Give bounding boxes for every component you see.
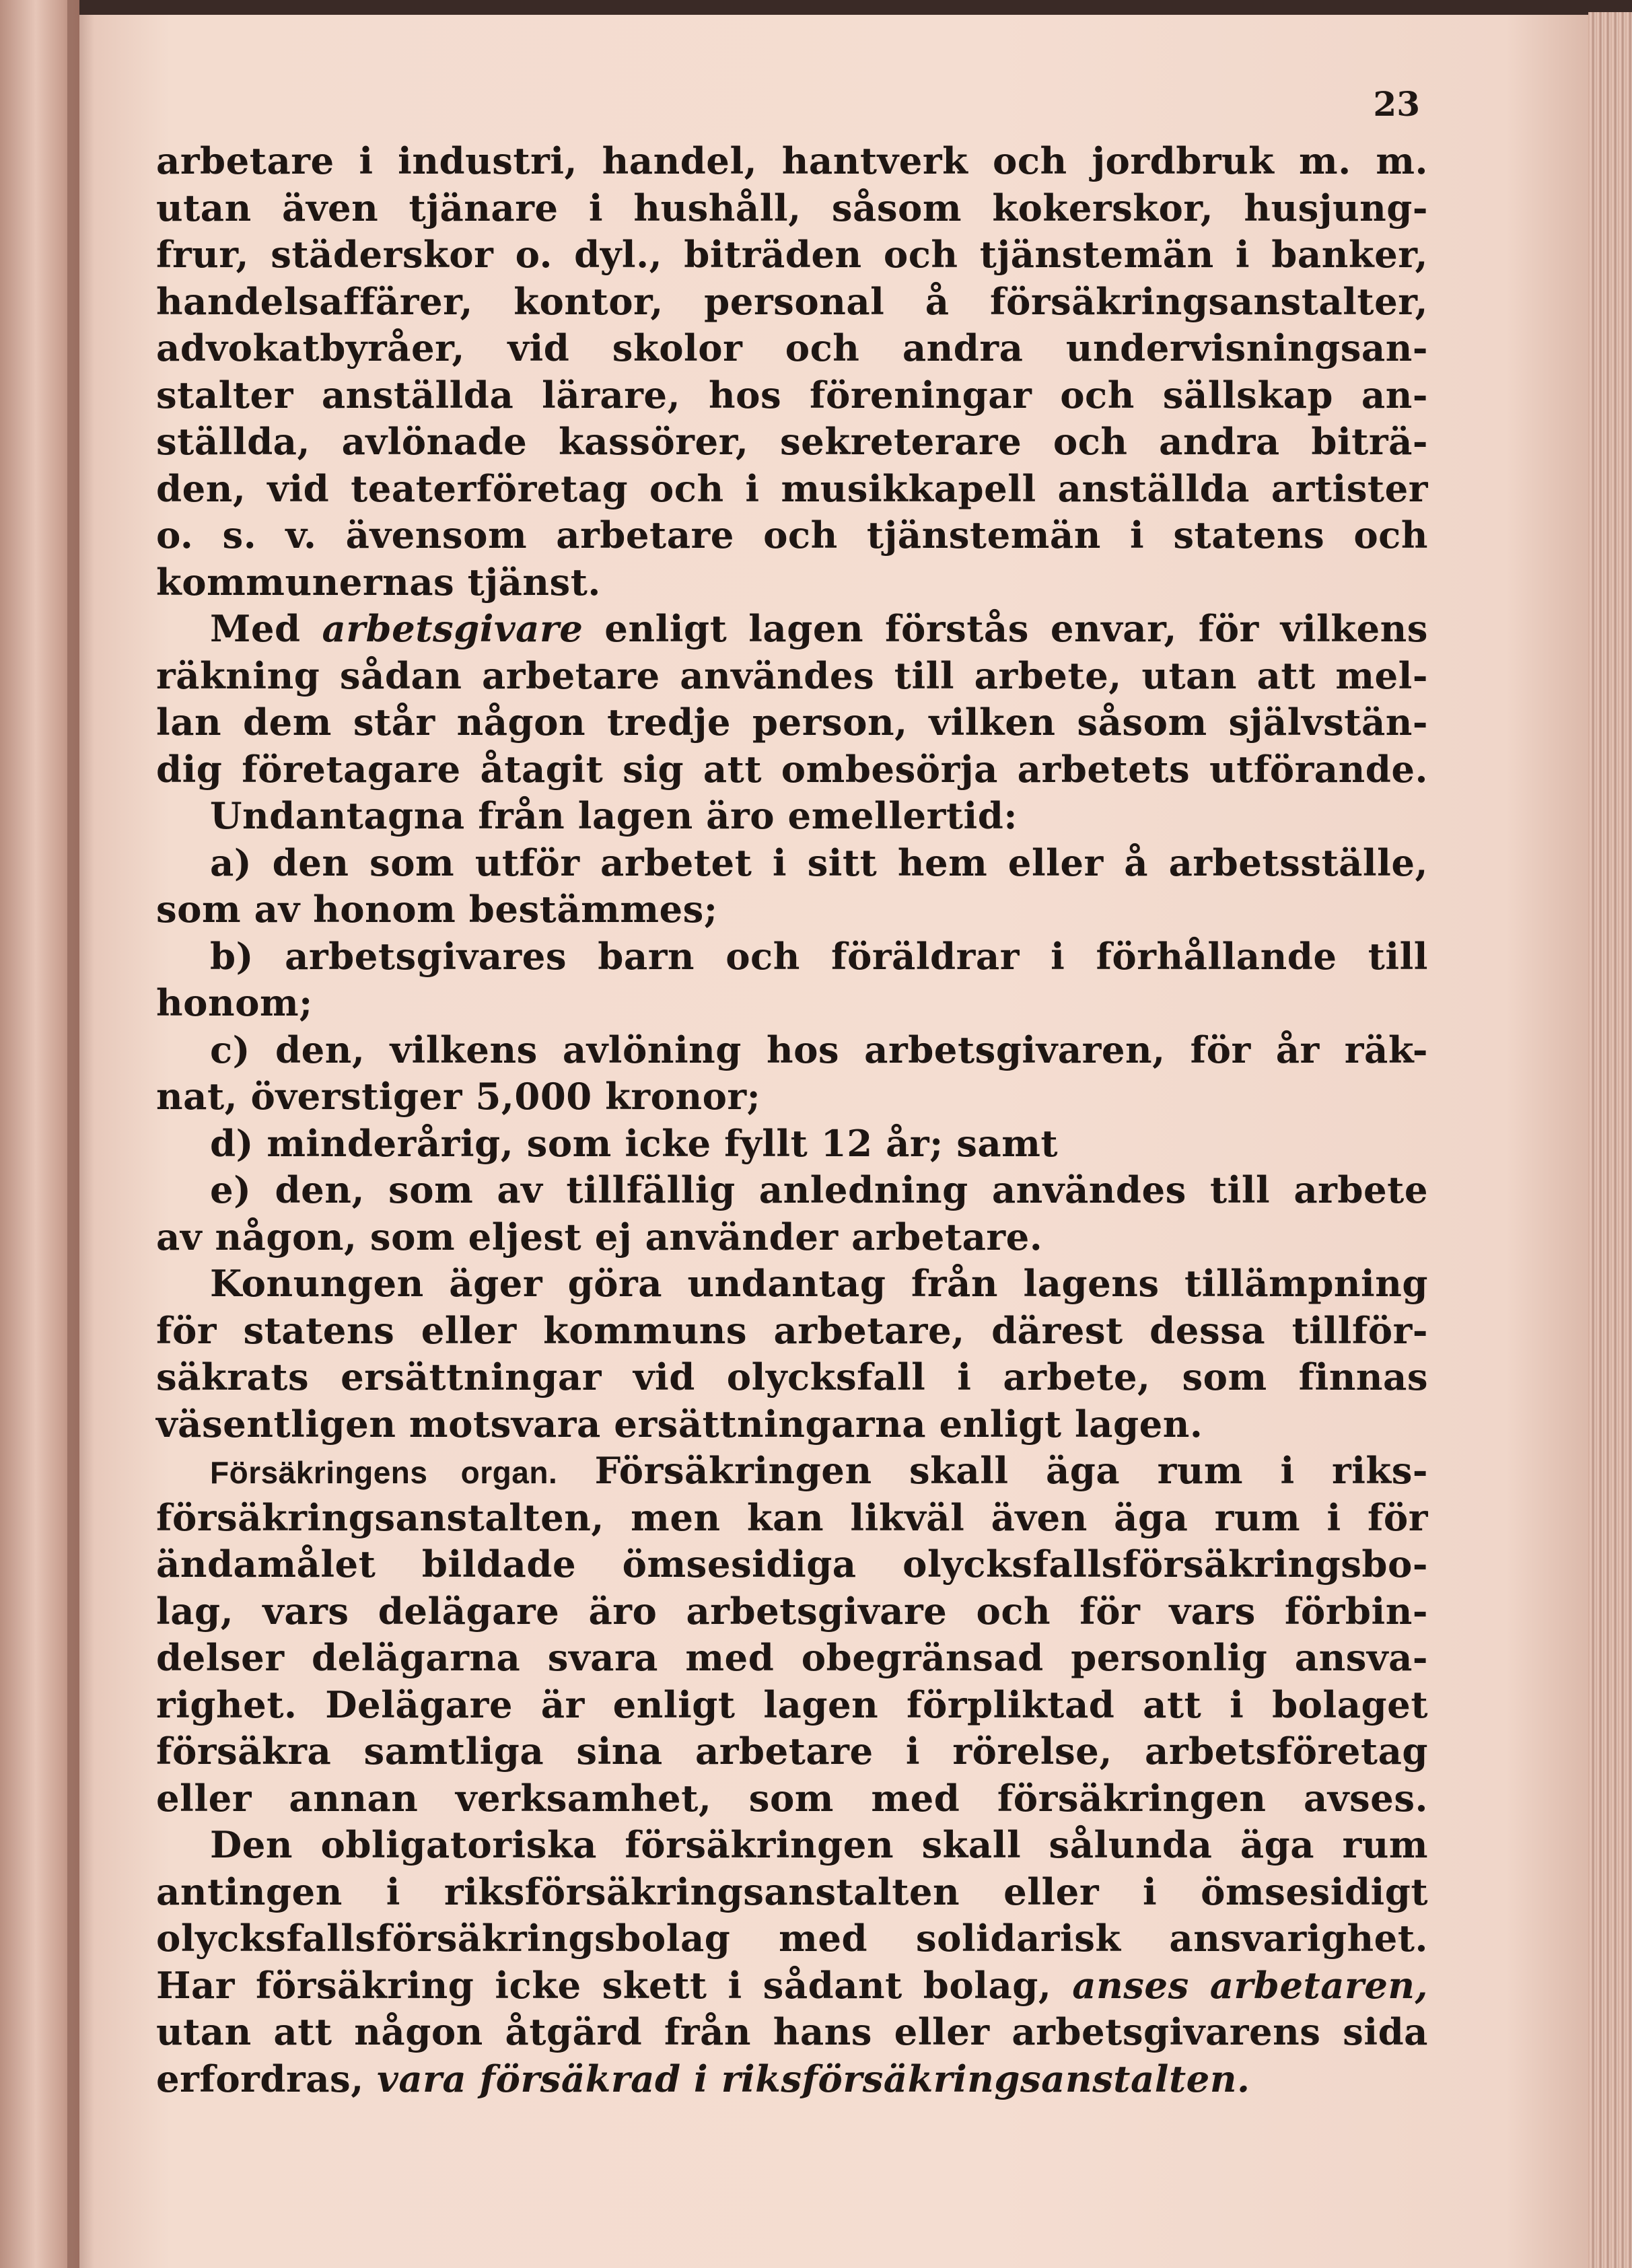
text-run: enligt lagen förstås envar, för vilkens: [583, 607, 1428, 650]
text-line: ställda, avlönade kassörer, sekreterare och andra biträ-: [156, 420, 1428, 463]
text-run: Med: [210, 607, 322, 650]
body-text: [156, 138, 1428, 2102]
text-line: nat, överstiger 5,000 kronor;: [156, 1075, 761, 1118]
paragraph-4-konungen: [156, 1261, 1428, 1448]
text-line: righet. Delägare är enligt lagen förpliktad att i bolaget: [156, 1682, 1428, 1726]
text-line: frur, städerskor o. dyl., biträden och tjänstemän i banker,: [156, 233, 1428, 276]
text-line: [156, 2056, 1428, 2103]
list-item-d: d) minderårig, som icke fyllt 12 år; samt: [210, 1121, 1059, 1165]
paragraph-6-obligatorisk-forsakring: [156, 1822, 1428, 2102]
text-line: advokatbyråer, vid skolor och andra undervisningsan-: [156, 326, 1428, 369]
italic-phrase: vara försäkrad i riksförsäkringsanstalten.: [377, 2057, 1250, 2100]
text-line: [156, 1448, 1428, 1495]
text-line: väsentligen motsvara ersättningarna enligt lagen.: [156, 1402, 1203, 1446]
text-line: olycksfallsförsäkringsbolag med solidarisk ansvarighet.: [156, 1917, 1428, 1960]
text-line: Undantagna från lagen äro emellertid:: [210, 794, 1018, 837]
text-line: utan även tjänare i hushåll, såsom kokerskor, husjung-: [156, 186, 1428, 229]
text-line: räkning sådan arbetare användes till arbete, utan att mel-: [156, 653, 1428, 697]
paragraph-3-exceptions: [156, 793, 1428, 1261]
page-stack-edges: [1588, 12, 1632, 2268]
list-item-a: a) den som utför arbetet i sitt hem eller å arbetsställe,: [210, 841, 1428, 884]
section-heading: Försäkringens organ.: [210, 1455, 558, 1490]
text-line: lag, vars delägare äro arbetsgivare och för vars förbin-: [156, 1589, 1428, 1633]
text-line: honom;: [156, 981, 313, 1024]
text-line: [156, 1962, 1428, 2010]
list-item-c: c) den, vilkens avlöning hos arbetsgivaren, för år räk-: [210, 1028, 1428, 1071]
text-run: erfordras,: [156, 2057, 378, 2100]
gutter-shadow: [67, 0, 94, 2268]
paragraph-5-forsakringens-organ: [156, 1448, 1428, 1822]
text-line: Den obligatoriska försäkringen skall sålunda äga rum: [210, 1823, 1428, 1866]
text-line: o. s. v. ävensom arbetare och tjänstemän i statens och: [156, 513, 1428, 557]
text-line: ändamålet bildade ömsesidiga olycksfallsförsäkringsbo-: [156, 1543, 1428, 1586]
text-line: försäkra samtliga sina arbetare i rörelse, arbetsföretag: [156, 1730, 1428, 1773]
paragraph-1: [156, 138, 1428, 606]
paragraph-2-arbetsgivare-definition: [156, 606, 1428, 793]
text-line: [156, 606, 1428, 653]
text-line: för statens eller kommuns arbetare, därest dessa tillför-: [156, 1308, 1428, 1352]
italic-phrase: anses arbetaren,: [1072, 1963, 1428, 2007]
text-line: som av honom bestämmes;: [156, 888, 718, 931]
text-line: delser delägarna svara med obegränsad personlig ansva-: [156, 1636, 1428, 1679]
text-line: dig företagare åtagit sig att ombesörja arbetets utförande.: [156, 747, 1428, 791]
text-line: antingen i riksförsäkringsanstalten eller i ömsesidigt: [156, 1870, 1428, 1913]
text-run: Försäkringen skall äga rum i riks-: [557, 1449, 1428, 1492]
text-line: handelsaffärer, kontor, personal å försäkringsanstalter,: [156, 279, 1428, 323]
list-item-b: b) arbetsgivares barn och föräldrar i förhållande till: [210, 934, 1428, 978]
page-number: 23: [1373, 84, 1420, 124]
text-line: arbetare i industri, handel, hantverk och jordbruk m. m.: [156, 139, 1428, 182]
text-line: kommunernas tjänst.: [156, 560, 601, 604]
text-line: stalter anställda lärare, hos föreningar och sällskap an-: [156, 373, 1428, 417]
text-line: av någon, som eljest ej använder arbetare.: [156, 1215, 1043, 1259]
text-line: utan att någon åtgärd från hans eller arbetsgivarens sida: [156, 2010, 1428, 2053]
text-line: Konungen äger göra undantag från lagens tillämpning: [210, 1262, 1428, 1305]
top-edge-strip: [79, 0, 1632, 15]
text-run: Har försäkring icke skett i sådant bolag,: [156, 1963, 1073, 2007]
text-line: den, vid teaterföretag och i musikkapell anställda artister: [156, 466, 1428, 510]
text-line: lan dem står någon tredje person, vilken såsom självstän-: [156, 701, 1428, 744]
italic-term: arbetsgivare: [322, 607, 583, 650]
text-line: säkrats ersättningar vid olycksfall i arbete, som finnas: [156, 1355, 1428, 1398]
text-line: eller annan verksamhet, som med försäkringen avses.: [156, 1776, 1428, 1820]
text-line: försäkringsanstalten, men kan likväl även äga rum i för: [156, 1495, 1428, 1539]
list-item-e: e) den, som av tillfällig anledning användes till arbete: [210, 1168, 1428, 1211]
